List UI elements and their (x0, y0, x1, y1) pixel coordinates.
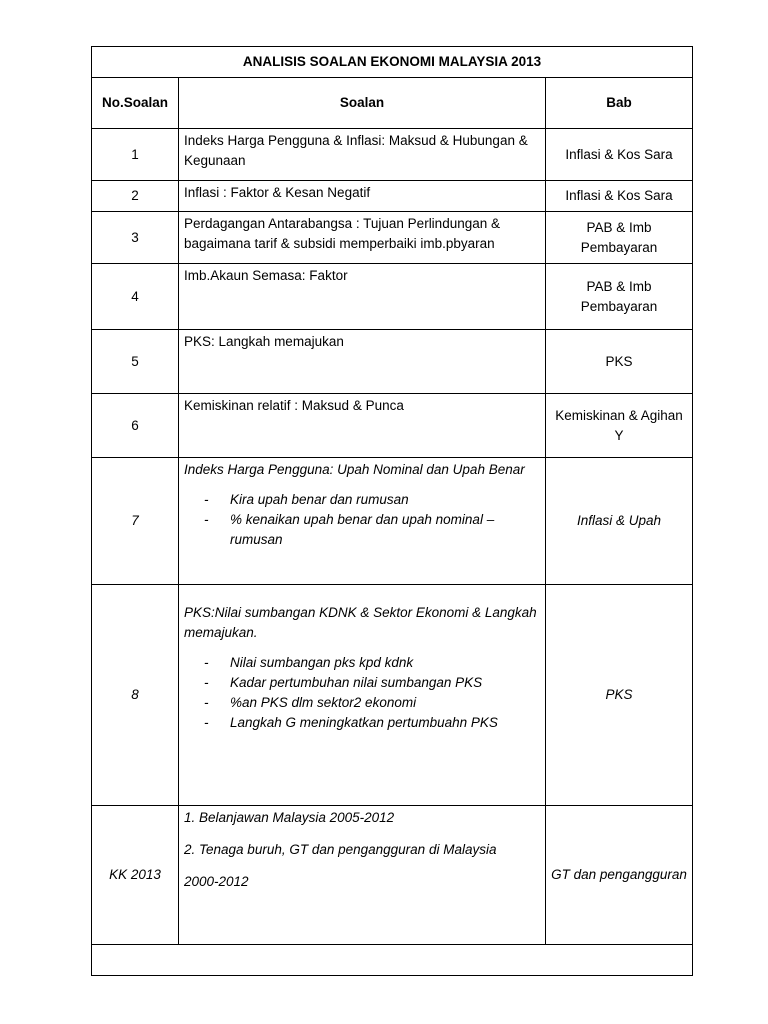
row-soalan: PKS: Langkah memajukan (179, 330, 546, 394)
table-row (92, 585, 693, 806)
row-soalan: Inflasi : Faktor & Kesan Negatif (179, 181, 546, 212)
table-row (92, 806, 693, 945)
row-soalan: Perdagangan Antarabangsa : Tujuan Perlindungan & bagaimana tarif & subsidi memperbaiki imb.pbyaran (179, 212, 546, 264)
row-soalan: Imb.Akaun Semasa: Faktor (179, 264, 546, 330)
row-soalan-cell (179, 806, 546, 945)
table-row (92, 212, 693, 264)
table-row (92, 264, 693, 330)
table-row (92, 394, 693, 458)
header-bab: Bab (546, 78, 693, 129)
table-row (92, 330, 693, 394)
list-item: - Langkah G meningkatkan pertumbuahn PKS (204, 713, 540, 733)
row-soalan-cell (179, 585, 546, 806)
sub-item-list (184, 653, 540, 733)
kk-line: 2000-2012 (184, 874, 249, 889)
list-item: - %an PKS dlm sektor2 ekonomi (204, 693, 540, 713)
list-item: - % kenaikan upah benar dan upah nominal – rumusan (204, 510, 540, 550)
row-no: 2 (92, 181, 179, 212)
header-row (92, 78, 693, 129)
kk-line: 1. Belanjawan Malaysia 2005-2012 (184, 810, 395, 825)
table-row (92, 458, 693, 585)
row-soalan: PKS:Nilai sumbangan KDNK & Sektor Ekonomi & Langkah memajukan. (184, 605, 537, 640)
header-soalan: Soalan (179, 78, 546, 129)
list-item: - Kira upah benar dan rumusan (204, 490, 540, 510)
row-soalan: Kemiskinan relatif : Maksud & Punca (179, 394, 546, 458)
row-bab: PKS (546, 585, 693, 806)
row-bab: Kemiskinan & Agihan Y (546, 394, 693, 458)
table-row (92, 181, 693, 212)
title-row (92, 47, 693, 78)
row-bab: GT dan pengangguran (546, 806, 693, 945)
row-bab: Inflasi & Kos Sara (546, 129, 693, 181)
row-no: 3 (92, 212, 179, 264)
row-soalan: Indeks Harga Pengguna: Upah Nominal dan Upah Benar (184, 462, 525, 477)
row-no: 1 (92, 129, 179, 181)
analysis-table (91, 46, 693, 976)
row-no: 6 (92, 394, 179, 458)
row-no: 8 (92, 585, 179, 806)
table-title: ANALISIS SOALAN EKONOMI MALAYSIA 2013 (92, 47, 693, 78)
row-bab: Inflasi & Kos Sara (546, 181, 693, 212)
sub-item-list (184, 490, 540, 550)
row-no: 7 (92, 458, 179, 585)
header-no: No.Soalan (92, 78, 179, 129)
list-item: - Kadar pertumbuhan nilai sumbangan PKS (204, 673, 540, 693)
row-bab: PAB & Imb Pembayaran (546, 212, 693, 264)
row-no: KK 2013 (92, 806, 179, 945)
kk-line: 2. Tenaga buruh, GT dan pengangguran di Malaysia (184, 842, 497, 857)
row-soalan: Indeks Harga Pengguna & Inflasi: Maksud & Hubungan & Kegunaan (179, 129, 546, 181)
table-row (92, 129, 693, 181)
row-soalan-cell (179, 458, 546, 585)
row-no: 4 (92, 264, 179, 330)
row-no: 5 (92, 330, 179, 394)
row-bab: PAB & Imb Pembayaran (546, 264, 693, 330)
empty-cell (92, 945, 693, 976)
empty-row (92, 945, 693, 976)
list-item: - Nilai sumbangan pks kpd kdnk (204, 653, 540, 673)
row-bab: PKS (546, 330, 693, 394)
row-bab: Inflasi & Upah (546, 458, 693, 585)
